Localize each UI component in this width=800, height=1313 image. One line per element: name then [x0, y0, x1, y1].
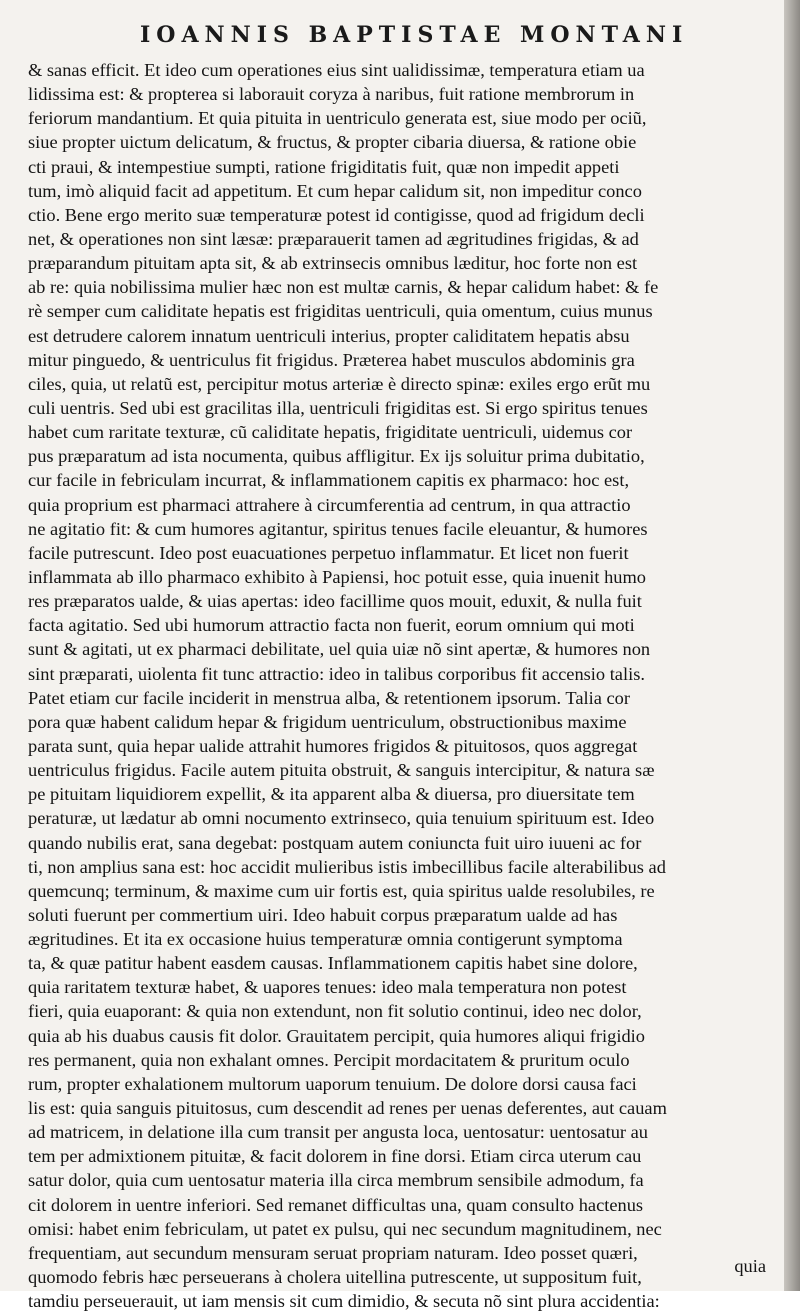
text-line: net, & operationes non sint læsæ: præparauerit tamen ad ægritudines frigidas, & ad [28, 228, 639, 249]
text-line: parata sunt, quia hepar ualide attrahit humores frigidos & pituitosos, quos aggregat [28, 735, 638, 756]
text-line: quia raritatem texturæ habet, & uapores tenues: ideo mala temperatura non potest [28, 977, 627, 998]
running-head: IOANNIS BAPTISTAE MONTANI [140, 22, 689, 48]
text-line: ab re: quia nobilissima mulier hæc non est multæ carnis, & hepar calidum habet: & fe [28, 277, 659, 298]
text-line: pora quæ habent calidum hepar & frigidum uentriculum, obstructionibus maxime [28, 711, 627, 732]
text-line: præparandum pituitam apta sit, & ab extrinsecis omnibus læditur, hoc forte non est [28, 253, 638, 274]
text-line: & sanas efficit. Et ideo cum operationes eius sint ualidissimæ, temperatura etiam ua [28, 60, 645, 80]
text-line: tum, imò aliquid facit ad appetitum. Et cum hepar calidum sit, non impeditur conco [28, 180, 642, 201]
page-edge-shadow [784, 0, 800, 1291]
text-line: quomodo febris hæc perseuerans à cholera uitellina putrescente, ut suppositum fuit, [28, 1267, 642, 1288]
text-line: est detrudere calorem innatum uentriculi interius, propter caliditatem hepatis absu [28, 325, 630, 346]
catchword: quia [734, 1256, 766, 1276]
text-line: ciles, quia, ut relatũ est, percipitur motus arteriæ è directo spinæ: exiles ergo erũt mu [28, 373, 651, 394]
text-line: satur dolor, quia cum uentosatur materia illa circa membrum sensibile admodum, fa [28, 1170, 644, 1191]
text-line: mitur pinguedo, & uentriculus fit frigidus. Præterea habet musculos abdominis gra [28, 349, 635, 370]
text-line: res præparatos ualde, & uias apertas: ideo facillime quos mouit, eduxit, & nulla fuit [28, 591, 642, 612]
text-line: feriorum mandantium. Et quia pituita in uentriculo generata est, siue modo per ociũ, [28, 108, 647, 129]
text-line: sint præparati, uiolenta fit tunc attractio: ideo in talibus corporibus fit accensio talis. [28, 663, 645, 684]
text-line: omisi: habet enim febriculam, ut patet ex pulsu, qui nec secundum magnitudinem, nec [28, 1218, 662, 1239]
text-line: quemcunq; terminum, & maxime cum uir fortis est, quia spiritus ualde resolubiles, re [28, 880, 655, 901]
text-line: peraturæ, ut lædatur ab omni nocumento extrinseco, quia tenuium spirituum est. Ideo [28, 808, 655, 829]
text-line: rum, propter exhalationem multorum uaporum tenuium. De dolore dorsi causa faci [28, 1073, 637, 1094]
text-line: cur facile in febriculam incurrat, & inflammationem capitis ex pharmaco: hoc est, [28, 470, 630, 491]
text-line: pus præparatum ad ista nocumenta, quibus affligitur. Ex ijs soluitur prima dubitatio, [28, 446, 645, 467]
text-line: ne agitatio fit: & cum humores agitantur, spiritus tenues facile eleuantur, & humores [28, 518, 648, 539]
text-line: cit dolorem in uentre inferiori. Sed remanet difficultas una, quam consulto hactenus [28, 1194, 644, 1215]
text-line: tamdiu perseuerauit, ut iam mensis sit cum dimidio, & secuta nõ sint plura accidentia: [28, 1291, 660, 1312]
text-line: inflammata ab illo pharmaco exhibito à Papiensi, hoc potuit esse, quia inuenit humo [28, 566, 646, 587]
text-line: siue propter uictum delicatum, & fructus, & propter cibaria diuersa, & ratione obie [28, 132, 637, 153]
text-line: res permanent, quia non exhalant omnes. Percipit mordacitatem & pruritum oculo [28, 1049, 630, 1070]
text-line: Patet etiam cur facile inciderit in menstrua alba, & retentionem ipsorum. Talia cor [28, 687, 630, 708]
body-text [28, 58, 774, 1313]
text-line: facile putrescunt. Ideo post euacuationes perpetuo inflammatur. Et licet non fuerit [28, 542, 629, 563]
text-line: quia ab his duabus causis fit dolor. Grauitatem percipit, quia humores aliqui frigidio [28, 1025, 645, 1046]
text-line: facta agitatio. Sed ubi humorum attractio facta non fuerit, eorum omnium qui moti [28, 615, 635, 636]
text-line: ta, & quæ patitur habent easdem causas. Inflammationem capitis habet sine dolore, [28, 953, 638, 974]
text-line: uentriculus frigidus. Facile autem pituita obstruit, & sanguis intercipitur, & natura sæ [28, 760, 655, 781]
text-line: quia proprium est pharmaci attrahere à circumferentia ad centrum, in qua attractio [28, 494, 631, 515]
text-line: lidissima est: & propterea si laborauit coryza à naribus, fuit ratione membrorum in [28, 84, 635, 105]
text-line: ægritudines. Et ita ex occasione huius temperaturæ omnia contigerunt symptoma [28, 929, 623, 950]
text-line: lis est: quia sanguis pituitosus, cum descendit ad renes per uenas deferentes, aut cauam [28, 1098, 667, 1119]
text-line: soluti fuerunt per commertium uiri. Ideo habuit corpus præparatum ualde ad has [28, 904, 618, 925]
text-line: culi uentris. Sed ubi est gracilitas illa, uentriculi frigiditas est. Si ergo spiritus tenues [28, 397, 648, 418]
text-line: habet cum raritate texturæ, cũ caliditate hepatis, frigiditate uentriculi, uidemus cor [28, 422, 633, 443]
text-line: ad matricem, in delatione illa cum transit per angusta loca, uentosatur: uentosatur au [28, 1122, 648, 1143]
text-line: frequentiam, aut secundum mensuram seruat propriam naturam. Ideo posset quæri, [28, 1242, 638, 1263]
text-line: tem per admixtionem pituitæ, & facit dolorem in fine dorsi. Etiam circa uterum cau [28, 1146, 642, 1167]
text-line: ctio. Bene ergo merito suæ temperaturæ potest id contigisse, quod ad frigidum decli [28, 204, 645, 225]
text-line: quando nubilis erat, sana degebat: postquam autem coniuncta fuit uiro iuueni ac for [28, 832, 642, 853]
text-line: sunt & agitati, ut ex pharmaci debilitate, uel quia uiæ nõ sint apertæ, & humores non [28, 639, 651, 660]
text-line: pe pituitam liquidiorem expellit, & ita apparent alba & diuersa, pro diuersitate tem [28, 784, 635, 805]
text-line: ti, non amplius sana est: hoc accidit mulieribus istis imbecillibus facile alterabilibus ad [28, 856, 666, 877]
text-line: fieri, quia euaporant: & quia non extendunt, non fit solutio continui, ideo nec dolor, [28, 1001, 642, 1022]
text-line: rè semper cum caliditate hepatis est frigiditas uentriculi, quia omentum, cuius munus [28, 301, 653, 322]
text-line: cti praui, & intempestiue sumpti, ratione frigiditatis fuit, quæ non impedit appeti [28, 156, 620, 177]
